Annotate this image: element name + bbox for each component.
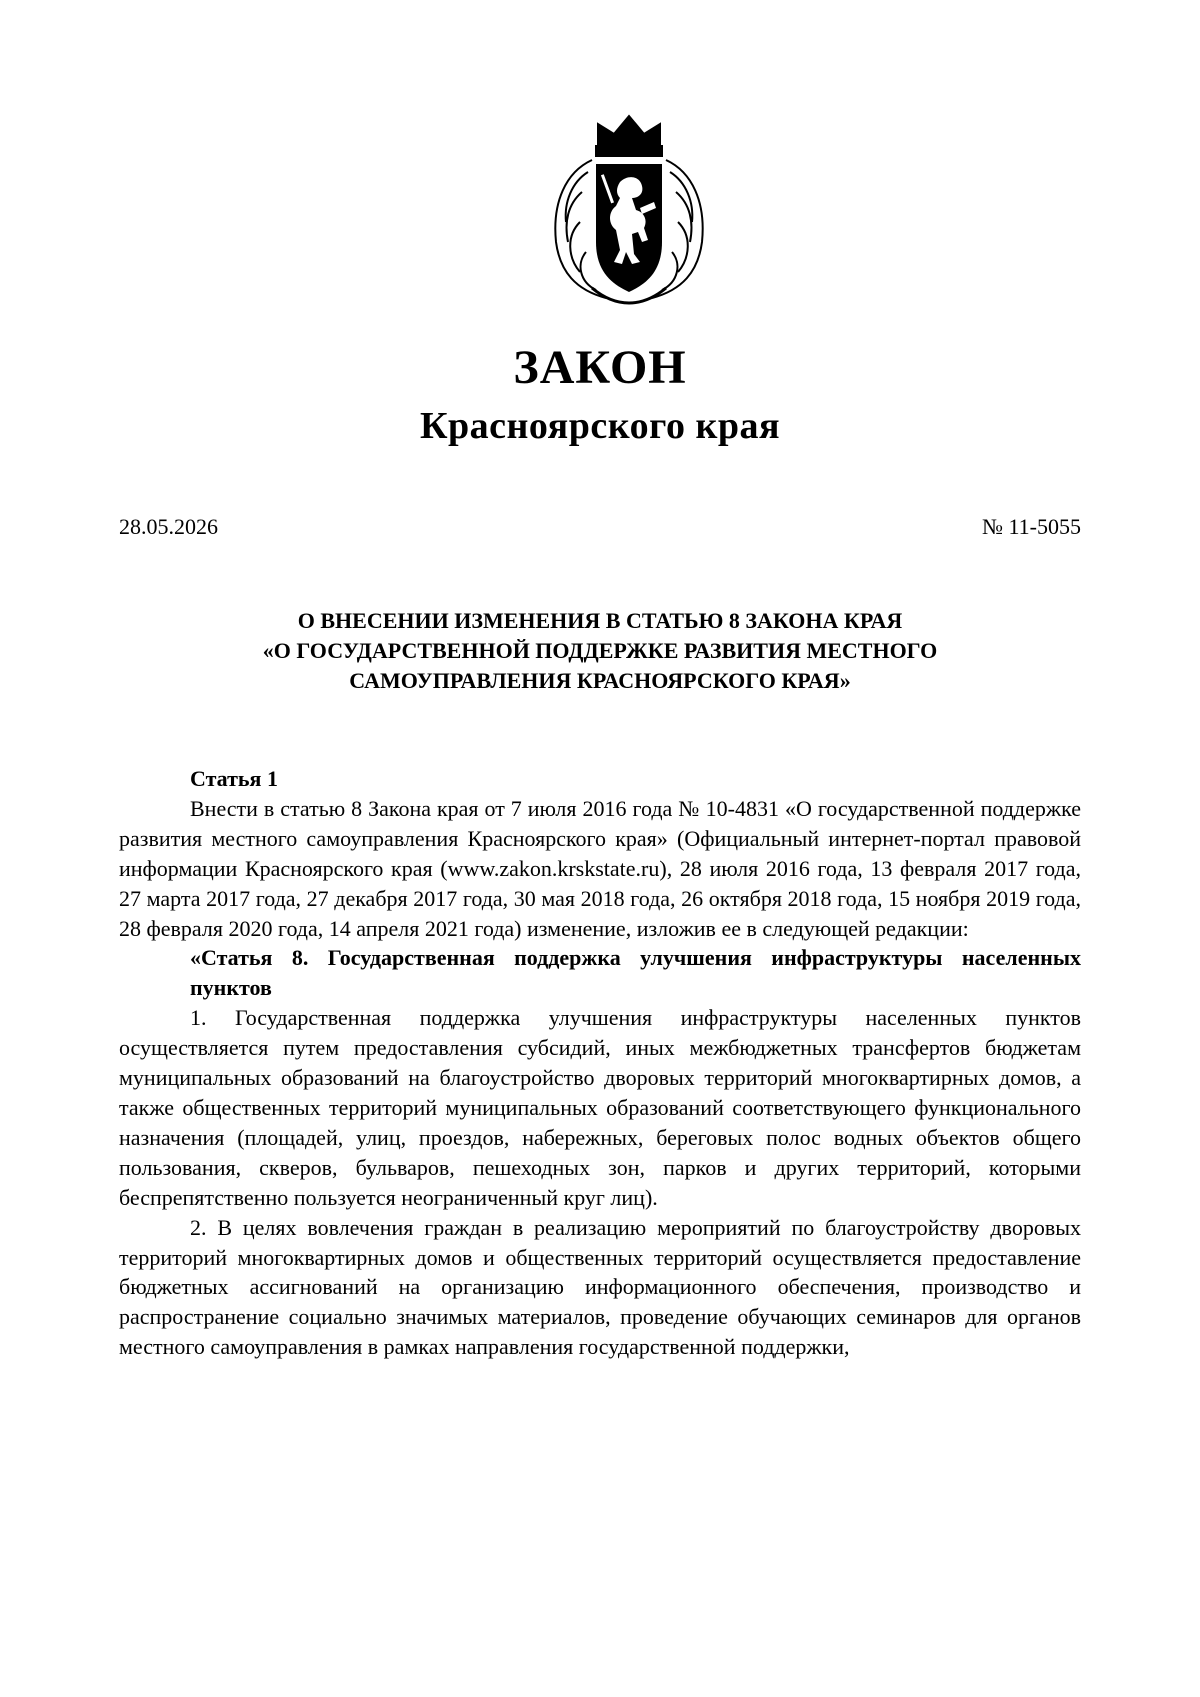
paragraph-1: 1. Государственная поддержка улучшения инфраструктуры населенных пунктов осуществляется путем предоставления субсидий, иных межбюджетных трансфертов бюджетам муниципальных образований на благоустройство дворовых территорий многоквартирных домов, а также общественных территорий муниципальных образований соответствующего функционального назначения (площадей, улиц, проездов, набережных, береговых полос водных объектов общего пользования, скверов, бульваров, пешеходных зон, парков и других территорий, которыми беспрепятственно пользуется неограниченный круг лиц). <box>119 1005 1081 1210</box>
law-heading-line: «О ГОСУДАРСТВЕННОЙ ПОДДЕРЖКЕ РАЗВИТИЯ МЕСТНОГО <box>262 638 938 663</box>
paragraph-2: 2. В целях вовлечения граждан в реализацию мероприятий по благоустройству дворовых территорий многоквартирных домов и общественных территорий осуществляется предоставление бюджетных ассигнований на организацию информационного обеспечения, производство и распространение социально значимых материалов, проведение обучающих семинаров для органов местного самоуправления в рамках направления государственной поддержки, <box>119 1214 1081 1360</box>
law-subtitle: Красноярского края <box>419 405 781 447</box>
law-heading <box>119 606 1081 696</box>
law-body <box>119 764 1081 1362</box>
law-title: ЗАКОН <box>513 341 687 394</box>
law-heading-line: О ВНЕСЕНИИ ИЗМЕНЕНИЯ В СТАТЬЮ 8 ЗАКОНА КРАЯ <box>297 608 903 633</box>
law-date: 28.05.2026 <box>119 514 218 539</box>
article-title: Статья 1 <box>190 766 278 791</box>
article-8-title: «Статья 8. Государственная поддержка улучшения инфраструктуры населенных пунктов <box>190 945 1081 1001</box>
law-heading-line: САМОУПРАВЛЕНИЯ КРАСНОЯРСКОГО КРАЯ» <box>349 668 851 693</box>
article-intro-paragraph: Внести в статью 8 Закона края от 7 июля 2016 года № 10-4831 «О государственной поддержке развития местного самоуправления Красноярского края» (Официальный интернет-портал правовой информации Красноярского края (www.zakon.krskstate.ru), 28 июля 2016 года, 13 февраля 2017 года, 27 марта 2017 года, 27 декабря 2017 года, 30 мая 2018 года, 26 октября 2018 года, 15 ноября 2019 года, 28 февраля 2020 года, 14 апреля 2021 года) изменение, изложив ее в следующей редакции: <box>119 795 1081 941</box>
law-number: № 11-5055 <box>982 514 1081 539</box>
krasnoyarsk-coat-of-arms-icon <box>536 112 722 312</box>
